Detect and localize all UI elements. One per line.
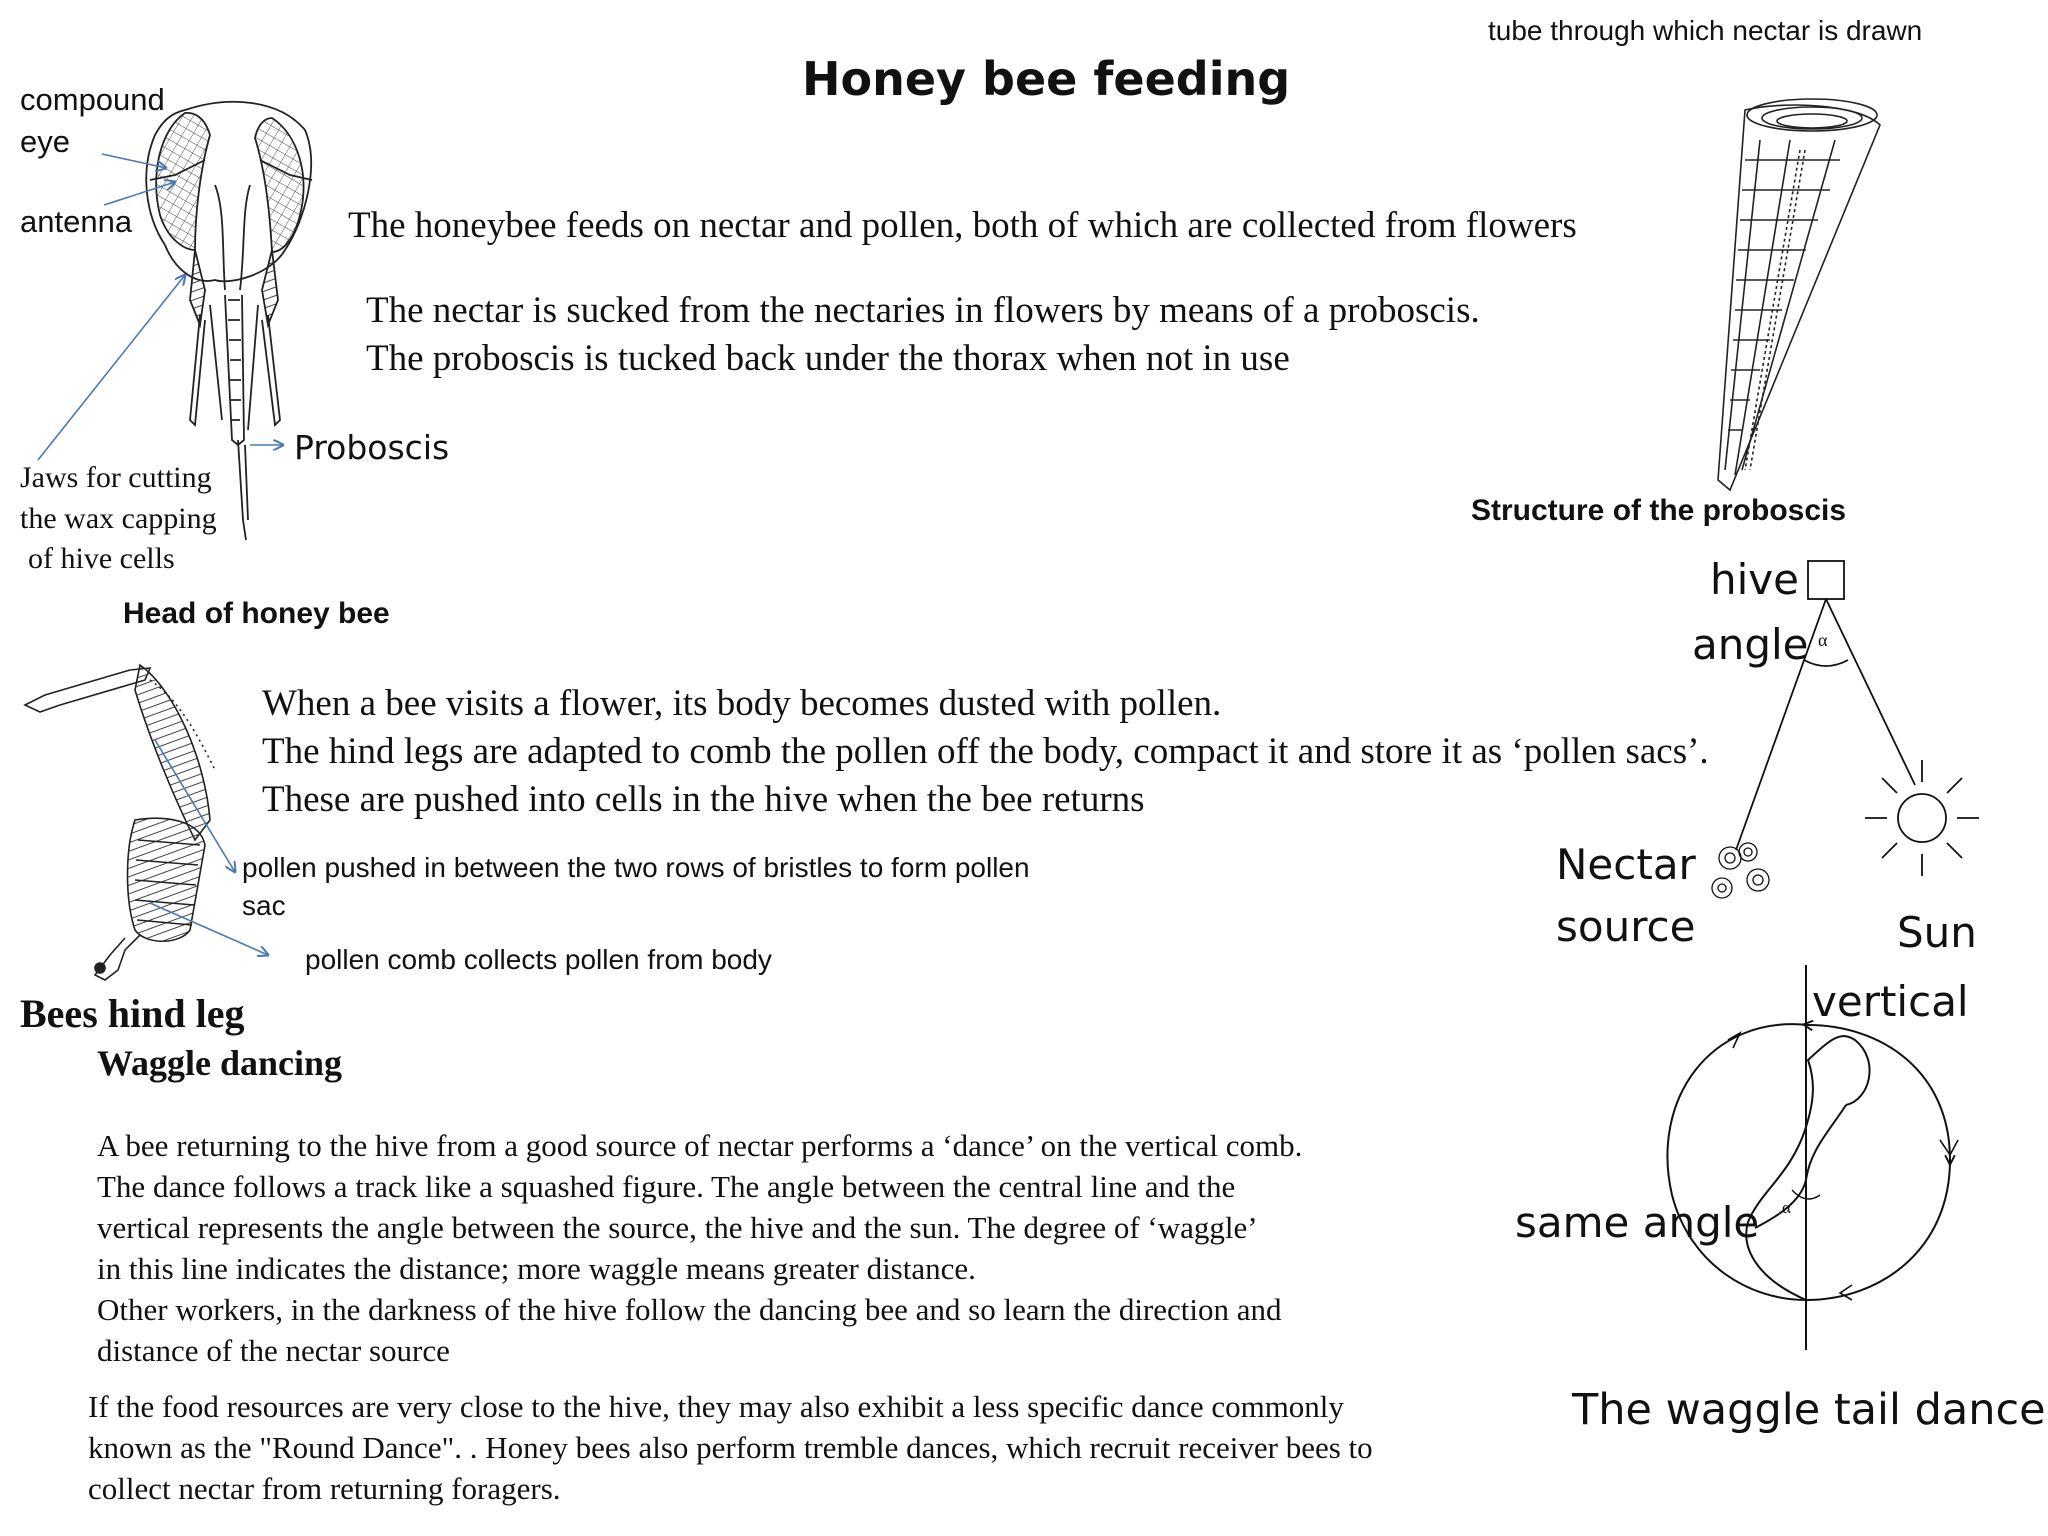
label-alpha-dance: α — [1782, 1198, 1791, 1217]
text-pollen-3: These are pushed into cells in the hive when the bee returns — [262, 779, 1145, 820]
hive-box — [1808, 561, 1844, 599]
text-round-3: collect nectar from returning foragers. — [88, 1471, 561, 1506]
label-proboscis: Proboscis — [294, 428, 450, 467]
caption-waggle-dance: The waggle tail dance — [1572, 1385, 2046, 1435]
caption-proboscis: Structure of the proboscis — [1471, 494, 1847, 527]
flower-icons — [1712, 843, 1769, 898]
line-to-sun — [1826, 599, 1915, 785]
label-jaws-2: the wax capping — [20, 502, 217, 535]
label-pollen-sac-2: sac — [242, 890, 286, 921]
text-waggle-3: vertical represents the angle between the source, the hive and the sun. The degree of ‘waggle’ — [97, 1210, 1258, 1245]
heading-waggle: Waggle dancing — [97, 1043, 343, 1083]
label-jaws-3: of hive cells — [28, 542, 175, 575]
text-pollen-2: The hind legs are adapted to comb the pollen off the body, compact it and store it as ‘pollen sacs’. — [262, 731, 1709, 772]
text-round-1: If the food resources are very close to the hive, they may also exhibit a less specific dance commonly — [88, 1389, 1344, 1424]
label-pollen-comb: pollen comb collects pollen from body — [305, 944, 772, 975]
angle-diagram — [1712, 561, 1979, 898]
text-intro: The honeybee feeds on nectar and pollen, both of which are collected from flowers — [348, 205, 1577, 246]
angle-arc — [1804, 660, 1848, 666]
label-source: source — [1556, 902, 1696, 951]
proboscis-drawing — [1718, 99, 1880, 490]
label-eye: eye — [20, 124, 70, 159]
page-title: Honey bee feeding — [802, 52, 1291, 106]
text-waggle-5: Other workers, in the darkness of the hive follow the dancing bee and so learn the direction and — [97, 1292, 1282, 1327]
text-waggle-4: in this line indicates the distance; more waggle means greater distance. — [97, 1251, 976, 1286]
text-nectar-2: The proboscis is tucked back under the thorax when not in use — [366, 338, 1290, 379]
text-waggle-6: distance of the nectar source — [97, 1333, 450, 1368]
text-pollen-1: When a bee visits a flower, its body becomes dusted with pollen. — [262, 683, 1222, 724]
text-round-2: known as the "Round Dance". . Honey bees also perform tremble dances, which recruit receiver bees to — [88, 1430, 1373, 1465]
label-nectar: Nectar — [1556, 840, 1696, 889]
caption-hind-leg: Bees hind leg — [20, 991, 245, 1036]
label-pollen-sac-1: pollen pushed in between the two rows of bristles to form pollen — [242, 852, 1030, 883]
text-waggle-1: A bee returning to the hive from a good source of nectar performs a ‘dance’ on the vertical comb. — [97, 1128, 1303, 1163]
label-alpha: α — [1818, 630, 1828, 650]
label-hive: hive — [1710, 555, 1799, 604]
label-vertical: vertical — [1812, 977, 1969, 1026]
text-nectar-1: The nectar is sucked from the nectaries in flowers by means of a proboscis. — [366, 290, 1480, 331]
label-same-angle: same angle — [1515, 1198, 1760, 1247]
caption-head: Head of honey bee — [123, 597, 390, 630]
label-jaws-1: Jaws for cutting — [20, 461, 212, 494]
label-sun: Sun — [1897, 908, 1977, 957]
text-waggle-2: The dance follows a track like a squashed figure. The angle between the central line and the — [97, 1169, 1236, 1204]
label-antenna: antenna — [20, 204, 133, 239]
label-tube: tube through which nectar is drawn — [1488, 15, 1923, 46]
label-compound: compound — [20, 82, 165, 117]
label-angle: angle — [1692, 620, 1809, 669]
hind-leg-drawing — [25, 665, 215, 980]
sun-icon — [1865, 760, 1979, 876]
